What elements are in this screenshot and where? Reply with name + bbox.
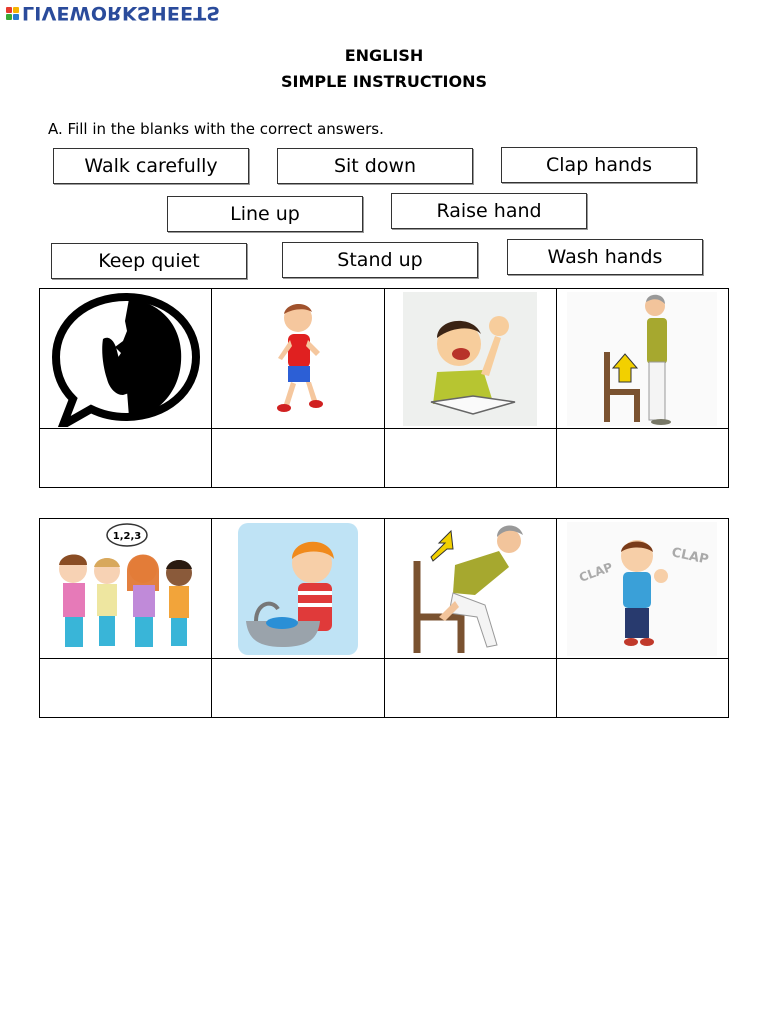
- picture-cell: [212, 519, 384, 659]
- picture-cell: [212, 289, 384, 429]
- keep-quiet-picture: [51, 291, 201, 427]
- answer-cell-7[interactable]: [384, 659, 556, 718]
- word-keep-quiet[interactable]: Keep quiet: [51, 243, 247, 279]
- liveworksheets-logo: [6, 2, 220, 24]
- topic-title: SIMPLE INSTRUCTIONS: [280, 72, 488, 91]
- subject-title: ENGLISH: [344, 46, 424, 65]
- word-line-up[interactable]: Line up: [167, 196, 363, 232]
- word-raise-hand[interactable]: Raise hand: [391, 193, 587, 229]
- svg-text:1,2,3: 1,2,3: [112, 530, 141, 542]
- picture-grid-1: [39, 288, 729, 488]
- standing-up-picture: [567, 292, 717, 426]
- washing-hands-picture: [238, 521, 358, 657]
- picture-cell: [40, 289, 212, 429]
- picture-cell: [384, 519, 556, 659]
- line-up-picture: [51, 521, 201, 657]
- answer-cell-2[interactable]: [212, 429, 384, 488]
- picture-cell: [40, 519, 212, 659]
- logo-text: LIVEWORKSHEETS: [22, 2, 221, 24]
- answer-cell-5[interactable]: [40, 659, 212, 718]
- answer-cell-8[interactable]: [556, 659, 728, 718]
- word-walk-carefully[interactable]: Walk carefully: [53, 148, 249, 184]
- section-a-instruction: A. Fill in the blanks with the correct answers.: [48, 120, 384, 138]
- answer-cell-4[interactable]: [556, 429, 728, 488]
- raising-hand-picture: [403, 292, 537, 426]
- svg-text:CLAP: CLAP: [577, 559, 615, 585]
- logo-blocks-icon: [6, 7, 19, 20]
- picture-grid-2: [39, 518, 729, 718]
- picture-cell: [556, 519, 728, 659]
- answer-cell-6[interactable]: [212, 659, 384, 718]
- word-stand-up[interactable]: Stand up: [282, 242, 478, 278]
- clapping-picture: [567, 522, 717, 656]
- word-sit-down[interactable]: Sit down: [277, 148, 473, 184]
- answer-cell-3[interactable]: [384, 429, 556, 488]
- walking-boy-picture: [258, 296, 338, 421]
- picture-cell: [384, 289, 556, 429]
- answer-cell-1[interactable]: [40, 429, 212, 488]
- word-wash-hands[interactable]: Wash hands: [507, 239, 703, 275]
- sitting-down-picture: [395, 521, 545, 657]
- word-clap-hands[interactable]: Clap hands: [501, 147, 697, 183]
- picture-cell: [556, 289, 728, 429]
- svg-text:CLAP: CLAP: [670, 544, 711, 568]
